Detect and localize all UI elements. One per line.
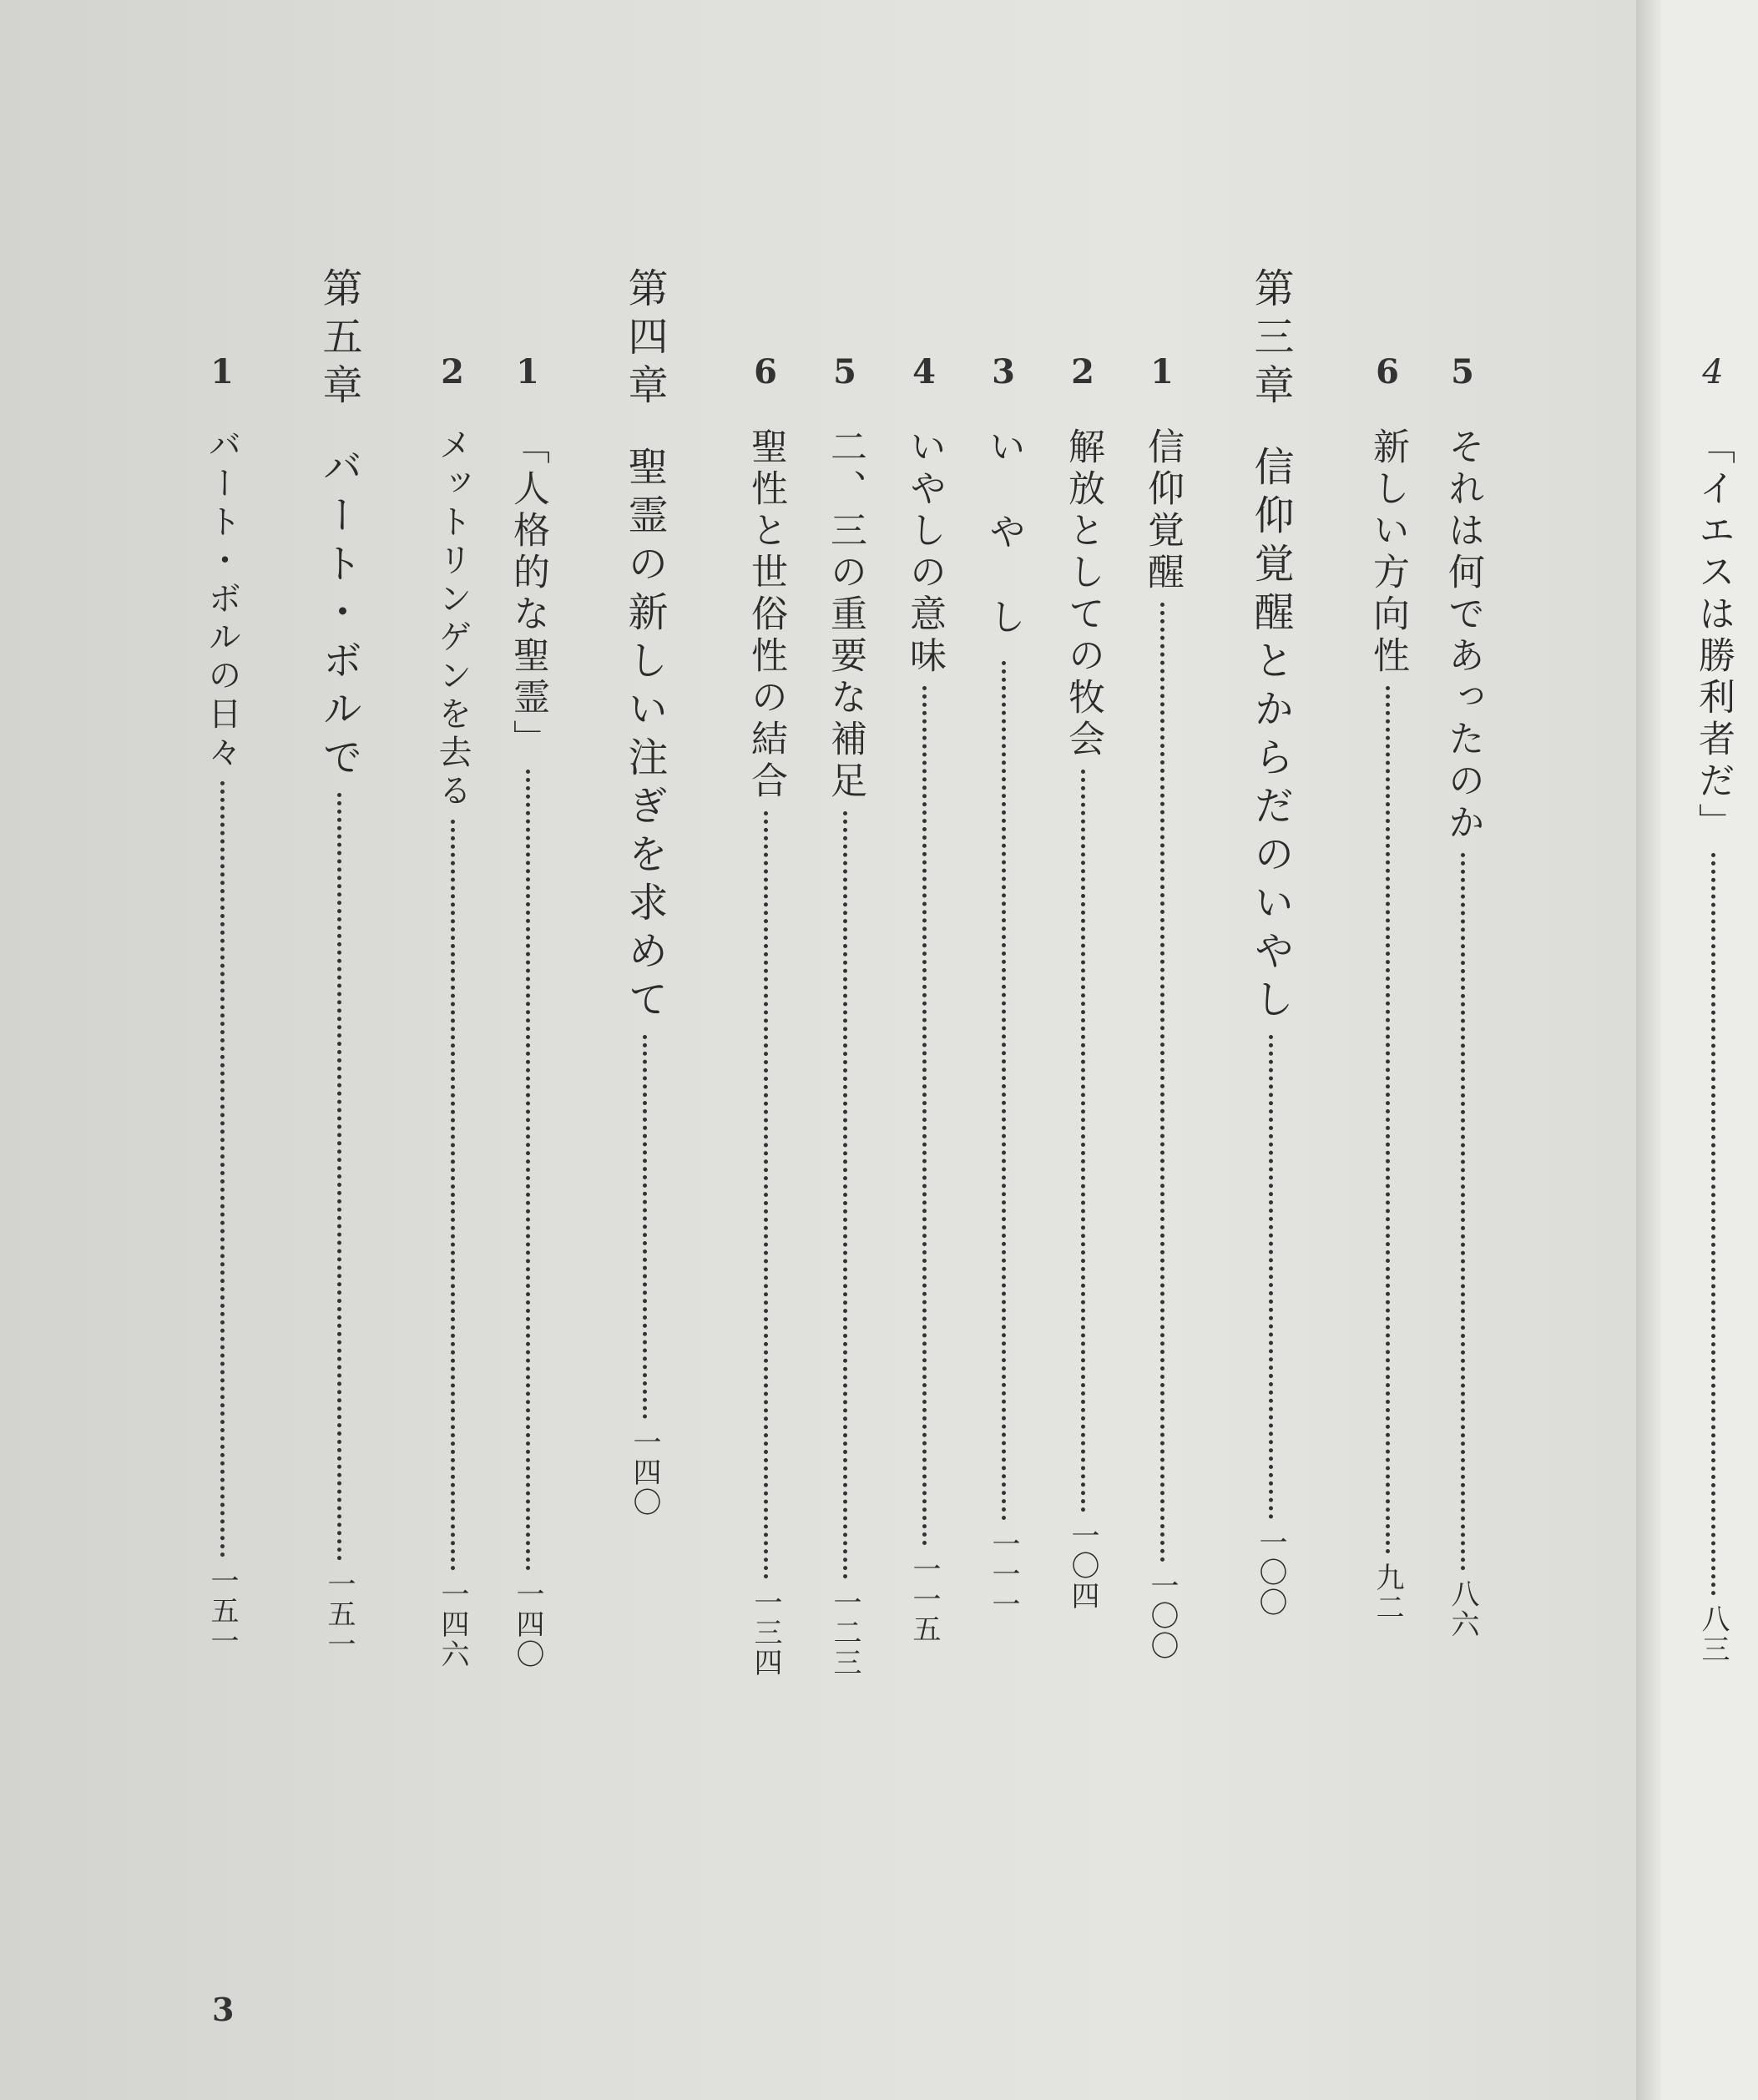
dot-leader xyxy=(220,781,225,1557)
entry-title: 信仰覚醒 xyxy=(1141,427,1184,594)
entry-title: 解放としての牧会 xyxy=(1062,427,1104,761)
toc-entry xyxy=(507,351,548,1669)
chapter-title: バート・ボルで xyxy=(316,446,362,785)
dot-leader xyxy=(922,686,927,1546)
entry-title: 新しい方向性 xyxy=(1366,427,1409,678)
entry-title: 聖性と世俗性の結合 xyxy=(745,427,787,803)
toc-entry xyxy=(1141,351,1183,1661)
toc-entry xyxy=(1692,351,1734,1664)
toc-entry xyxy=(903,351,945,1644)
chapter-page: 一〇〇 xyxy=(1254,1527,1287,1618)
entry-title: いやしの意味 xyxy=(903,427,946,678)
dot-leader xyxy=(1711,853,1715,1596)
entry-number: 4 xyxy=(1702,353,1724,391)
dot-leader xyxy=(451,820,455,1571)
chapter-heading xyxy=(1247,267,1294,1618)
dot-leader xyxy=(526,770,530,1571)
entry-number: 1 xyxy=(1150,352,1174,391)
chapter-heading xyxy=(621,267,668,1517)
toc-entry xyxy=(1366,351,1408,1623)
entry-number: 2 xyxy=(1071,352,1094,391)
book-gutter xyxy=(1636,0,1661,2100)
entry-page: 八六 xyxy=(1446,1579,1479,1639)
chapter-label: 第三章 xyxy=(1247,267,1294,412)
entry-page: 一〇四 xyxy=(1066,1521,1099,1611)
dot-leader xyxy=(643,1035,647,1419)
page-folio: 3 xyxy=(212,1991,235,2028)
entry-number: 6 xyxy=(1376,352,1399,391)
entry-title: それは何であったのか xyxy=(1442,427,1484,845)
entry-page: 一五一 xyxy=(205,1566,239,1656)
chapter-label: 第四章 xyxy=(621,267,668,412)
entry-page: 一二三 xyxy=(828,1588,861,1678)
entry-page: 一四〇 xyxy=(511,1579,544,1669)
toc-entry xyxy=(1442,351,1483,1639)
entry-title: い や し xyxy=(983,427,1025,653)
entry-number: 6 xyxy=(754,352,777,391)
dot-leader xyxy=(1081,770,1085,1512)
toc-entry xyxy=(983,351,1024,1619)
toc-entry xyxy=(745,351,786,1678)
entry-page: 一三四 xyxy=(749,1588,782,1678)
toc-entry xyxy=(201,351,243,1656)
entry-number: 5 xyxy=(833,352,856,391)
dot-leader xyxy=(1160,603,1164,1562)
dot-leader xyxy=(1461,853,1465,1571)
dot-leader xyxy=(1386,686,1390,1554)
entry-title: 「イエスは勝利者だ」 xyxy=(1692,427,1735,845)
entry-number: 2 xyxy=(441,352,464,391)
dot-leader xyxy=(843,811,847,1579)
chapter-title: 聖霊の新しい注ぎを求めて xyxy=(621,446,668,1027)
chapter-page: 一四〇 xyxy=(628,1427,661,1517)
entry-title: 二、三の重要な補足 xyxy=(824,427,866,803)
dot-leader xyxy=(1269,1035,1273,1519)
dot-leader xyxy=(337,793,341,1561)
entry-number: 4 xyxy=(912,352,936,391)
entry-title: 「人格的な聖霊」 xyxy=(507,427,549,761)
entry-number: 1 xyxy=(516,352,539,391)
entry-page: 八三 xyxy=(1696,1604,1730,1664)
toc-entry xyxy=(432,351,473,1669)
entry-page: 九二 xyxy=(1371,1562,1404,1623)
toc-entry xyxy=(1062,351,1104,1611)
entry-number: 1 xyxy=(210,352,234,391)
entry-page: 一一一 xyxy=(987,1528,1020,1619)
entry-number: 5 xyxy=(1451,352,1474,391)
chapter-heading xyxy=(318,267,360,1659)
entry-page: 一一五 xyxy=(907,1554,941,1644)
dot-leader xyxy=(764,811,768,1579)
chapter-label: 第五章 xyxy=(316,267,362,412)
entry-title: メットリンゲンを去る xyxy=(433,427,472,811)
dot-leader xyxy=(1002,661,1006,1521)
entry-page: 一四六 xyxy=(436,1579,469,1669)
toc-entry xyxy=(824,351,866,1678)
chapter-title: 信仰覚醒とからだのいやし xyxy=(1247,446,1294,1027)
entry-number: 3 xyxy=(992,352,1015,391)
entry-page: 一〇〇 xyxy=(1145,1571,1179,1661)
chapter-page: 一五一 xyxy=(322,1569,356,1659)
entry-title: バート・ボルの日々 xyxy=(203,427,241,773)
